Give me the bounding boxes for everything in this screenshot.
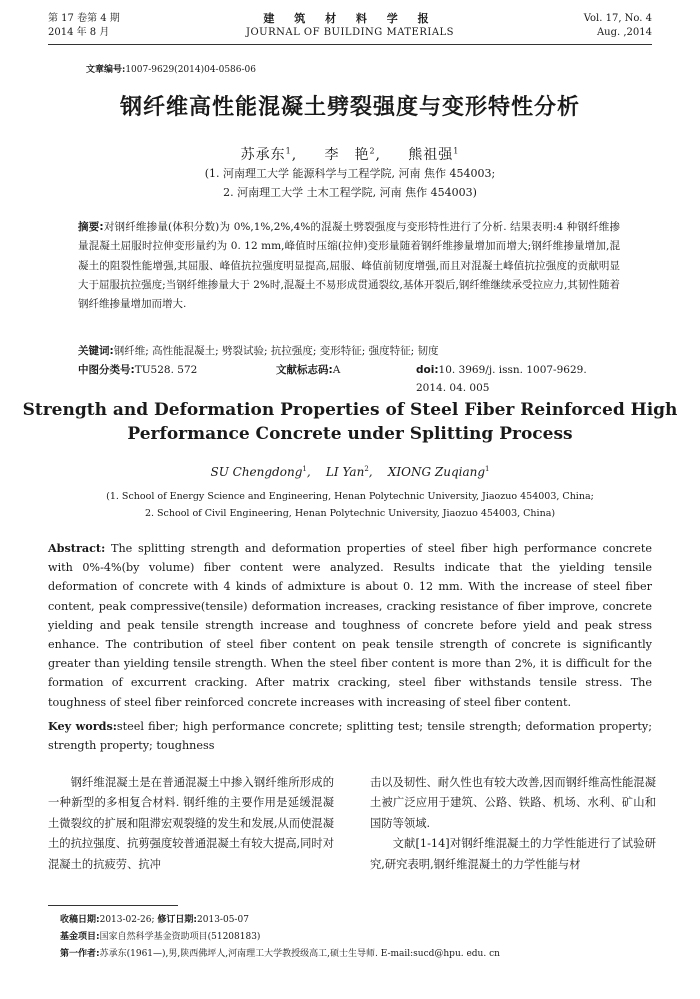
- date-en: Aug. ,2014: [596, 27, 652, 38]
- abstract-cn: [78, 218, 620, 314]
- article-number-label: 文章编号:: [86, 65, 126, 75]
- affiliation-cn-2: 2. 河南理工大学 土木工程学院, 河南 焦作 454003): [223, 186, 477, 199]
- abstract-en-text: The splitting strength and deformation properties of steel fiber high performance concrete with 0%-4%(by volume) fiber content were analyzed. Results indicate that the yielding tensile deformation of concrete with 4 kinds of admixture is about 0. 12 mm. With the increase of steel fiber content, peak compressive(tensile) deformation increases, cracking resistance of fiber improve, concrete yielding and peak tensile strength increase and toughness of concrete before yield and peak stress enhance. The contribution of steel fiber content on peak tensile strength of concrete is significantly greater than yielding tensile strength. When the steel fiber content is more than 2%, it is difficult for the formation of excurrent cracking. After matrix cracking, steel fiber withstands tensile stress. The toughness of steel fiber reinforced concrete increases with increasing of steel fiber content.: [48, 542, 652, 709]
- author-en-3-sup: 1: [485, 465, 490, 473]
- keywords-cn-text: 钢纤维; 高性能混凝土; 劈裂试验; 抗拉强度; 变形特征; 强度特征; 韧度: [113, 345, 439, 357]
- affiliations-en: [0, 488, 700, 522]
- affiliation-en-2: 2. School of Civil Engineering, Henan Polytechnic University, Jiaozuo 454003, China): [144, 508, 556, 519]
- title-cn: 钢纤维高性能混凝土劈裂强度与变形特性分析: [119, 95, 580, 120]
- abstract-cn-text: 对钢纤维掺量(体积分数)为 0%,1%,2%,4%的混凝土劈裂强度与变形特性进行了分析. 结果表明:4 种钢纤维掺量混凝土屈服时拉伸变形量约为 0. 12 mm,峰值时压缩(拉伸)变形量随着钢纤维掺量增加而增大;钢纤维掺量增加,混凝土的阻裂性能增强,其屈服、峰值抗拉强度明显提高,屈服、峰值前韧度增强,而且对混凝土峰值抗拉强度的贡献明显大于屈服抗拉强度;当钢纤维掺量大于 2%时,混凝土不易形成贯通裂纹,基体开裂后,钢纤维继续承受拉应力,其韧性随着钢纤维掺量增加而增大.: [78, 221, 620, 311]
- journal-name-en: JOURNAL OF BUILDING MATERIALS: [245, 27, 455, 38]
- abstract-en: [48, 539, 652, 712]
- volume-en: Vol. 17, No. 4: [583, 13, 652, 24]
- volume-cn: 第 17 卷第 4 期: [48, 13, 120, 24]
- body-right-paragraph-1: 击以及韧性、耐久性也有较大改善,因而钢纤维高性能混凝土被广泛应用于建筑、公路、铁路、机场、水利、矿山和国防等领域.: [370, 776, 657, 830]
- author-cn-3: 熊祖强: [408, 147, 454, 163]
- revised-value: 2013-05-07: [197, 915, 249, 925]
- fund-label: 基金项目:: [60, 932, 100, 942]
- received-value: 2013-02-26;: [99, 915, 155, 925]
- doc-code-value: A: [332, 364, 341, 376]
- body-right-paragraph-2: 文献[1-14]对钢纤维混凝土的力学性能进行了试验研究,研究表明,钢纤维混凝土的力学性能与材: [370, 837, 656, 871]
- author-cn-3-sup: 1: [453, 146, 460, 156]
- body-column-right: [370, 773, 656, 875]
- title-en: [0, 398, 700, 446]
- date-cn: 2014 年 8 月: [48, 27, 110, 38]
- footnote-dates: [60, 912, 500, 929]
- footnote-author: [60, 946, 500, 963]
- journal-name-cn: 建 筑 材 料 学 报: [263, 12, 437, 25]
- doc-code-label: 文献标志码:: [276, 364, 333, 376]
- doi-value: 10. 3969/j. issn. 1007-9629. 2014. 04. 005: [416, 364, 587, 394]
- author-cn-2: 李 艳: [324, 147, 370, 163]
- authors-en: SU Chengdong$^1$, LI Yan$^2$, XIONG Zuqiang$^1$: [210, 465, 490, 479]
- author-cn-1: 苏承东: [240, 147, 286, 163]
- article-number: [86, 62, 256, 75]
- affiliations-cn: [0, 164, 700, 202]
- doi-label: doi:: [416, 364, 439, 376]
- title-en-line-1: Strength and Deformation Properties of Steel Fiber Reinforced High: [22, 400, 678, 420]
- authors-cn: 苏承东$^1$, 李 艳$^2$, 熊祖强$^1$: [240, 146, 460, 163]
- author-en-1: SU Chengdong: [210, 465, 303, 479]
- first-author-value: 苏承东(1961—),男,陕西佛坪人,河南理工大学教授级高工,硕士生导师. E-mail:sucd@hpu. edu. cn: [99, 949, 500, 959]
- keywords-en: [48, 717, 652, 755]
- author-en-3: XIONG Zuqiang: [387, 465, 486, 479]
- keywords-cn-label: 关键词:: [78, 345, 114, 357]
- footnotes: [60, 912, 500, 963]
- abstract-cn-label: 摘要:: [78, 221, 104, 233]
- revised-label: 修订日期:: [157, 915, 198, 925]
- keywords-en-text: steel fiber; high performance concrete; splitting test; tensile strength; deformation property; strength property; toughness: [48, 720, 652, 753]
- author-cn-2-sup: 2: [369, 146, 376, 156]
- article-number-value: 1007-9629(2014)04-0586-06: [125, 65, 256, 75]
- author-en-1-sup: 1: [302, 465, 307, 473]
- clc-label: 中图分类号:: [78, 364, 135, 376]
- keywords-en-label: Key words:: [48, 719, 117, 733]
- affiliation-cn-1: (1. 河南理工大学 能源科学与工程学院, 河南 焦作 454003;: [204, 167, 496, 180]
- body-left-paragraph-1: 钢纤维混凝土是在普通混凝土中掺入钢纤维所形成的一种新型的多相复合材料. 钢纤维的主要作用是延缓混凝土微裂纹的扩展和阻滞宏观裂缝的发生和发展,从而使混凝土的抗拉强度、抗剪强度较普通混凝土有较大提高,同时对混凝土的抗疲劳、抗冲: [48, 776, 335, 871]
- body-column-left: [48, 773, 334, 875]
- keywords-cn: [78, 342, 620, 360]
- footnote-fund: [60, 929, 500, 946]
- title-en-line-2: Performance Concrete under Splitting Process: [127, 424, 573, 444]
- author-cn-1-sup: 1: [285, 146, 292, 156]
- fund-value: 国家自然科学基金资助项目(51208183): [99, 932, 261, 942]
- abstract-en-label: Abstract:: [48, 541, 106, 555]
- footnote-divider: [48, 905, 178, 906]
- first-author-label: 第一作者:: [60, 949, 100, 959]
- affiliation-en-1: (1. School of Energy Science and Engineering, Henan Polytechnic University, Jiaozuo 454003, China;: [106, 491, 594, 502]
- clc-value: TU528. 572: [134, 364, 198, 376]
- author-en-2: LI Yan: [325, 465, 365, 479]
- running-header: [48, 10, 652, 45]
- header-right: [584, 12, 652, 40]
- received-label: 收稿日期:: [60, 915, 100, 925]
- header-center: [48, 12, 652, 40]
- author-en-2-sup: 2: [364, 465, 369, 473]
